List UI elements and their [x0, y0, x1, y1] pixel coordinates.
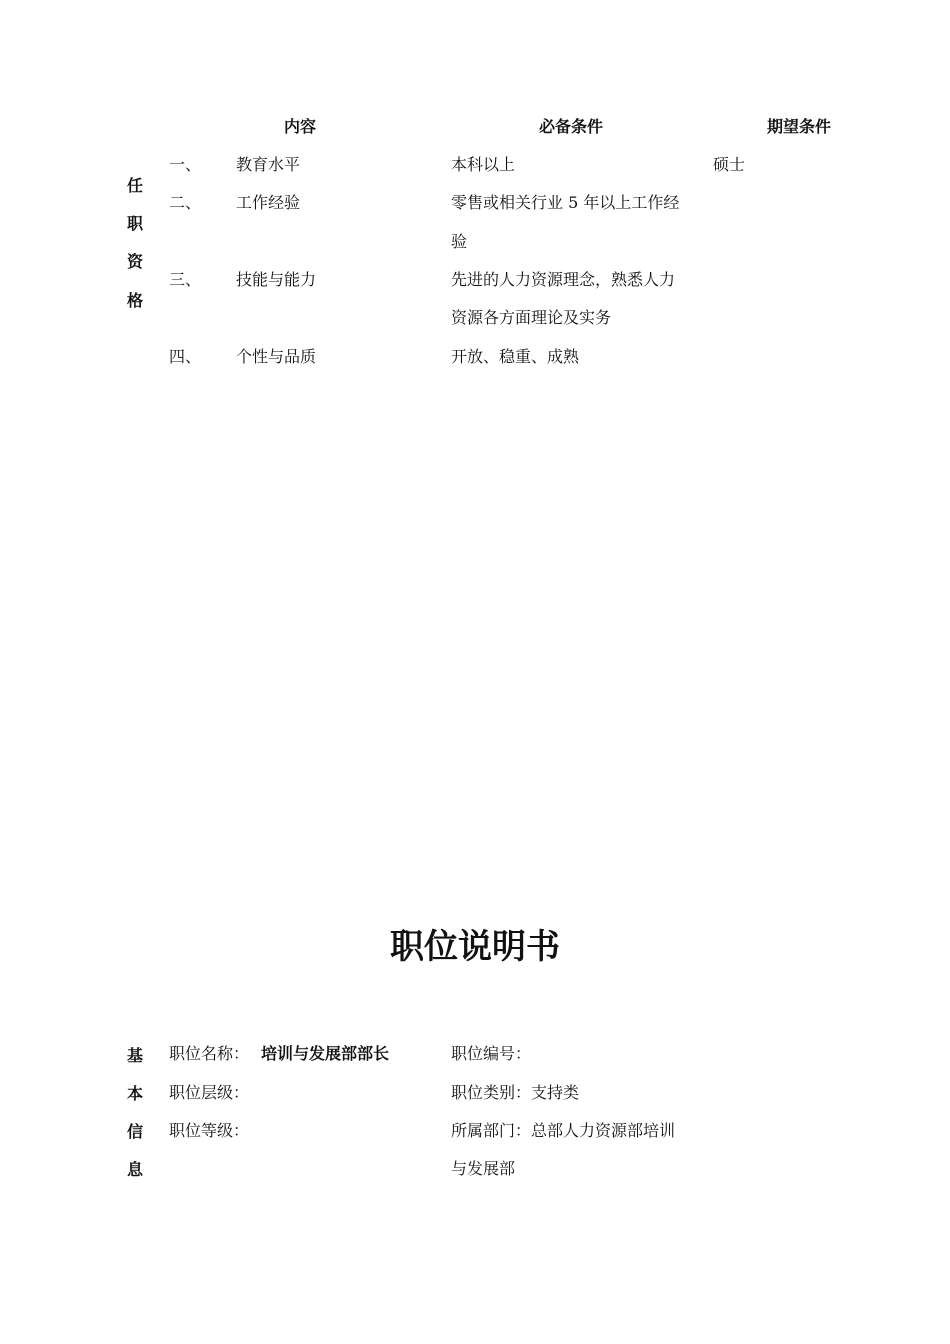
side-label-char: 职 — [127, 214, 144, 233]
header-content: 内容 — [284, 117, 317, 136]
department: 所属部门：总部人力资源部培训 — [451, 1121, 676, 1140]
header-expected: 期望条件 — [767, 117, 832, 136]
position-name-value: 培训与发展部部长 — [261, 1044, 390, 1063]
row-required: 本科以上 — [451, 155, 516, 174]
header-required: 必备条件 — [539, 117, 604, 136]
side-label-char: 本 — [127, 1084, 144, 1103]
side-label-char: 息 — [127, 1160, 144, 1179]
row-required: 验 — [451, 232, 468, 251]
side-label-char: 资 — [127, 252, 144, 271]
department: 与发展部 — [451, 1159, 516, 1178]
row-required: 资源各方面理论及实务 — [451, 308, 612, 327]
position-category: 职位类别：支持类 — [451, 1083, 580, 1102]
row-item: 技能与能力 — [236, 270, 317, 289]
row-number: 三、 — [169, 270, 202, 289]
row-item: 个性与品质 — [236, 347, 317, 366]
row-number: 二、 — [169, 193, 202, 212]
row-item: 教育水平 — [236, 155, 301, 174]
row-item: 工作经验 — [236, 193, 301, 212]
side-label-char: 基 — [127, 1046, 144, 1065]
position-code-label: 职位编号： — [451, 1044, 532, 1063]
row-required: 先进的人力资源理念，熟悉人力 — [451, 270, 676, 289]
row-expected: 硕士 — [713, 155, 746, 174]
position-name-label: 职位名称： — [169, 1044, 250, 1063]
side-label-char: 格 — [127, 291, 144, 310]
side-label-char: 信 — [127, 1122, 144, 1141]
document-title: 职位说明书 — [390, 927, 560, 967]
row-required: 开放、稳重、成熟 — [451, 347, 580, 366]
position-grade-label: 职位等级： — [169, 1121, 250, 1140]
row-number: 四、 — [169, 347, 202, 366]
row-required: 零售或相关行业 5 年以上工作经 — [451, 193, 680, 212]
row-number: 一、 — [169, 155, 202, 174]
position-level-label: 职位层级： — [169, 1083, 250, 1102]
side-label-char: 任 — [127, 176, 144, 195]
